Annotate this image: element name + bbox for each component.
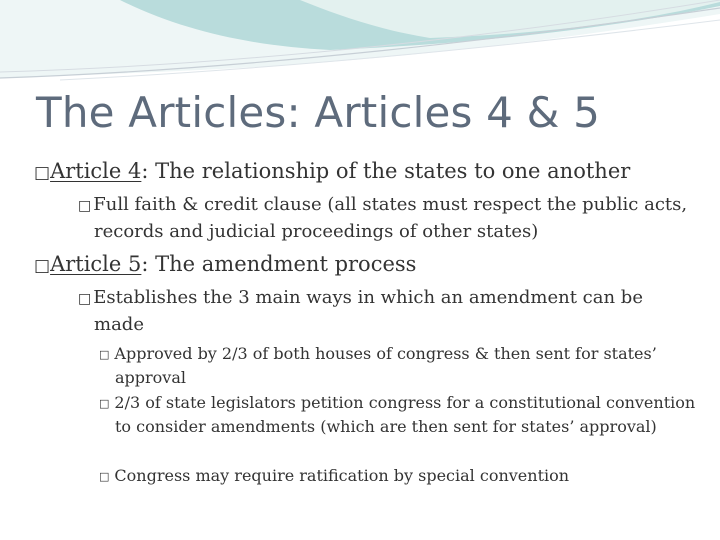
- section-heading-text: : The amendment process: [141, 252, 417, 276]
- subpoint-text: 2/3 of state legislators petition congress for a constitutional convention to consider amendments (which are then sent for states’ approval): [114, 393, 696, 436]
- bullet-square-icon: □: [78, 198, 92, 214]
- point-text: Establishes the 3 main ways in which an amendment can be made: [93, 287, 643, 335]
- slide-title: The Articles: Articles 4 & 5: [36, 88, 601, 137]
- bullet-square-icon: □: [34, 256, 51, 276]
- subpoint-two-thirds-congress: [99, 342, 705, 389]
- bullet-square-icon: □: [78, 291, 92, 307]
- section-article-5-heading: [34, 251, 694, 279]
- subpoint-special-convention: [99, 464, 705, 488]
- section-label: Article 5: [50, 252, 142, 276]
- bullet-square-icon: □: [34, 163, 51, 183]
- bullet-square-icon: □: [99, 397, 110, 410]
- section-heading-text: : The relationship of the states to one another: [141, 159, 631, 183]
- bullet-square-icon: □: [99, 348, 110, 361]
- section-label: Article 4: [50, 159, 142, 183]
- point-text: Full faith & credit clause (all states must respect the public acts, records and judicial proceedings of other states): [93, 194, 688, 242]
- point-full-faith-credit: [78, 192, 694, 244]
- subpoint-text: Congress may require ratification by special convention: [114, 466, 570, 485]
- subpoint-text: Approved by 2/3 of both houses of congress & then sent for states’ approval: [114, 344, 657, 387]
- point-three-ways: [78, 285, 684, 337]
- bullet-square-icon: □: [99, 470, 110, 483]
- subpoint-state-legislators: [99, 391, 705, 438]
- section-article-4-heading: [34, 158, 694, 186]
